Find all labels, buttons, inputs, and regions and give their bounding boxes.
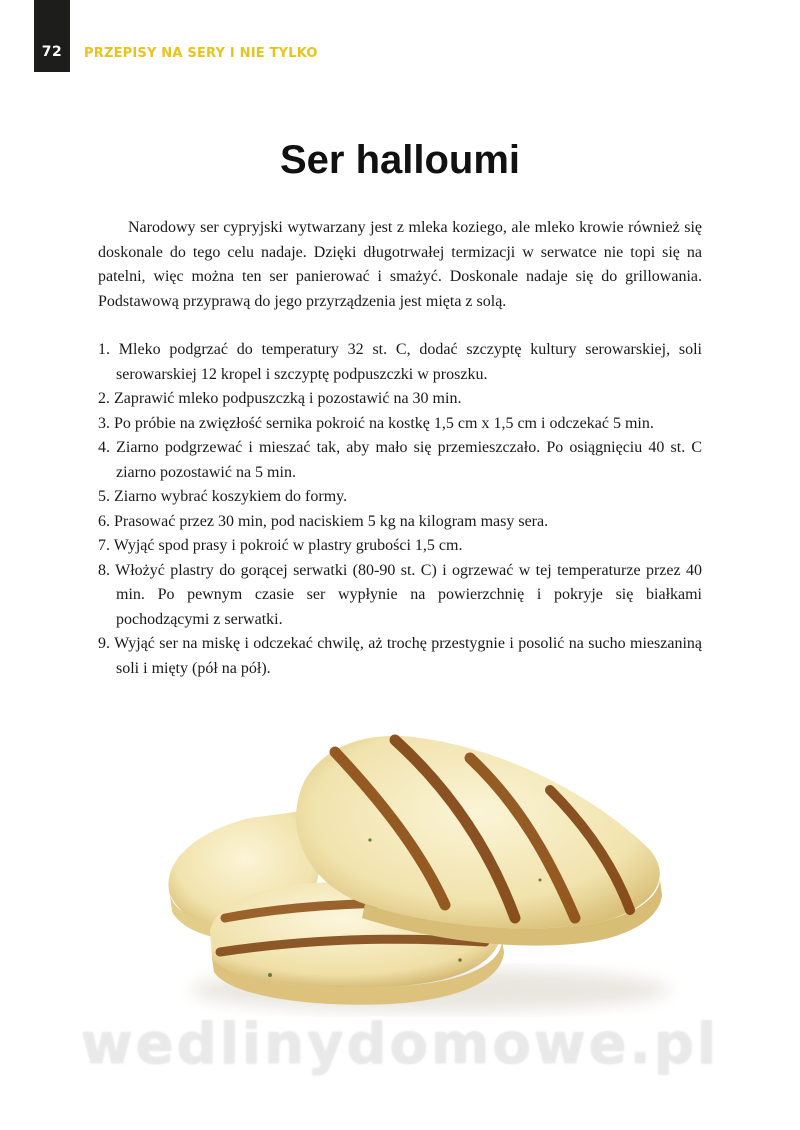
recipe-step: 8. Włożyć plastry do gorącej serwatki (80-90 st. C) i ogrzewać w tej temperaturze przez 40 min. Po pewnym czasie ser wypłynie na powierzchnię i pokryje się białkami pochodzącymi z serwatki.: [98, 561, 702, 628]
recipe-step: 5. Ziarno wybrać koszykiem do formy.: [98, 488, 348, 505]
recipe-step: 9. Wyjąć ser na miskę i odczekać chwilę, aż trochę przestygnie i posolić na sucho mieszaniną soli i mięty (pół na pół).: [98, 635, 702, 677]
page-title: Ser halloumi: [279, 138, 521, 182]
grilled-halloumi-photo: [130, 690, 730, 1020]
recipe-step: 2. Zaprawić mleko podpuszczką i pozostawić na 30 min.: [98, 390, 462, 407]
page-number-tab: [34, 0, 70, 72]
page-number: 72: [41, 44, 63, 60]
recipe-step: 1. Mleko podgrzać do temperatury 32 st. C, dodać szczyptę kultury serowarskiej, soli serowarskiej 12 kropel i szczyptę podpuszczki w proszku.: [98, 341, 702, 383]
watermark-text: wedlinydomowe.pl: [80, 1012, 720, 1077]
intro-paragraph: Narodowy ser cypryjski wytwarzany jest z mleka koziego, ale mleko krowie również się doskonale do tego celu nadaje. Dzięki długotrwałej termizacji w serwatce nie topi się na patelni, więc można ten ser panierować i smażyć. Doskonale nadaje się do grillowania. Podstawową przyprawą do jego przyrządzenia jest mięta z solą.: [98, 219, 702, 310]
recipe-steps: [98, 338, 702, 681]
running-header: PRZEPISY NA SERY I NIE TYLKO: [84, 46, 318, 61]
recipe-step: 7. Wyjąć spod prasy i pokroić w plastry grubości 1,5 cm.: [98, 537, 463, 554]
recipe-step: 4. Ziarno podgrzewać i mieszać tak, aby mało się przemieszczało. Po osiągnięciu 40 st. C ziarno pozostawić na 5 min.: [98, 439, 702, 481]
recipe-step: 3. Po próbie na zwięzłość sernika pokroić na kostkę 1,5 cm x 1,5 cm i odczekać 5 min.: [98, 414, 654, 432]
recipe-step: 6. Prasować przez 30 min, pod naciskiem 5 kg na kilogram masy sera.: [98, 512, 549, 530]
